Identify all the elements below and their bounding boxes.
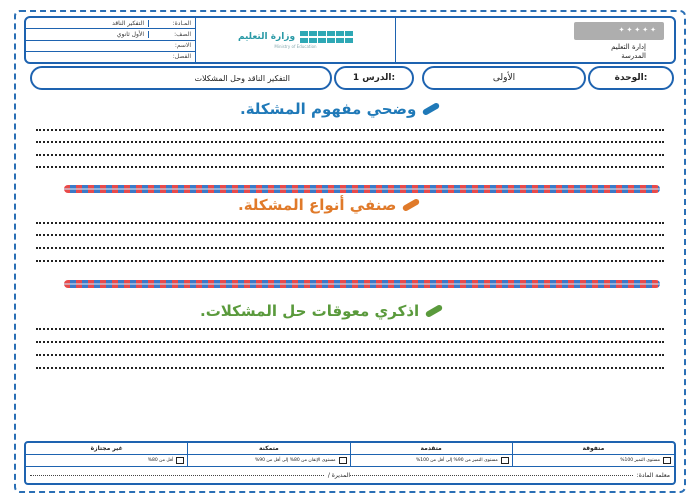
grade-row xyxy=(26,29,195,40)
level-outstanding: متفوقة xyxy=(512,443,674,454)
signature-row xyxy=(26,467,674,483)
name-label: الاسم: xyxy=(174,42,191,50)
lesson-title: التفكير الناقد وحل المشكلات xyxy=(30,66,332,90)
answer-line[interactable] xyxy=(36,354,664,356)
kingdom-area xyxy=(396,18,674,62)
admin-text xyxy=(611,43,646,61)
ministry-logo-area xyxy=(196,18,396,62)
answer-line[interactable] xyxy=(36,234,664,236)
question-2-text: صنفي أنواع المشكلة. xyxy=(238,196,397,214)
subject-label: المـادة: xyxy=(172,19,191,27)
level-proficient: متمكنة xyxy=(187,443,349,454)
rubric-option xyxy=(350,455,512,466)
level-descriptor: مستوى الإتقان من 80% إلى أقل من 90% xyxy=(254,458,336,463)
supervisor-signature-line[interactable] xyxy=(30,475,324,476)
answer-line[interactable] xyxy=(36,222,664,224)
ministry-logo xyxy=(238,31,353,43)
rubric-checks-row xyxy=(26,455,674,467)
ministry-subtitle: Ministry of Education xyxy=(274,44,317,49)
answer-line[interactable] xyxy=(36,367,664,369)
pencil-icon xyxy=(425,304,444,318)
rubric-option xyxy=(26,455,187,466)
name-row xyxy=(26,41,195,52)
answer-line[interactable] xyxy=(36,260,664,262)
level-checkbox[interactable] xyxy=(663,457,671,464)
answer-line[interactable] xyxy=(36,154,664,156)
assessment-rubric xyxy=(24,441,676,485)
unit-label: الوحدة: xyxy=(588,66,674,90)
level-checkbox[interactable] xyxy=(339,457,347,464)
lesson-label: الدرس 1: xyxy=(334,66,414,90)
level-advanced: متقدمة xyxy=(350,443,512,454)
question-3-text: اذكري معوقات حل المشكلات. xyxy=(200,302,420,320)
level-descriptor: مستوى التميز من 90% إلى أقل من 100% xyxy=(415,458,498,463)
subject-value: التفكير الناقد xyxy=(30,20,149,27)
class-row xyxy=(26,52,195,62)
pencil-icon xyxy=(422,102,441,116)
level-checkbox[interactable] xyxy=(176,457,184,464)
section-divider xyxy=(64,280,660,288)
pencil-icon xyxy=(402,198,421,212)
grade-label: الصف: xyxy=(174,30,191,38)
grade-value: الأول ثانوي xyxy=(30,31,149,38)
section-divider xyxy=(64,185,660,193)
education-admin-label: إدارة التعليم xyxy=(611,43,646,51)
answer-line[interactable] xyxy=(36,328,664,330)
question-3 xyxy=(200,302,443,320)
rubric-option xyxy=(512,455,674,466)
class-label: الفصل: xyxy=(172,53,191,61)
answer-line[interactable] xyxy=(36,141,664,143)
teacher-label: معلمة المادة: xyxy=(636,471,670,479)
level-descriptor: مستوى التميز 100% xyxy=(620,458,660,463)
question-2 xyxy=(238,196,420,214)
ministry-logo-icon xyxy=(299,31,353,43)
level-descriptor: أقل من 80% xyxy=(147,458,174,463)
question-1 xyxy=(240,100,440,118)
unit-value: الأولى xyxy=(422,66,586,90)
answer-line[interactable] xyxy=(36,341,664,343)
level-not-passed: غير مجتازة xyxy=(90,445,123,452)
school-label: المدرسة xyxy=(621,52,646,60)
rubric-levels-row xyxy=(26,443,674,455)
emblem-script-icon: ✦✦✦✦✦ xyxy=(618,26,658,34)
level-checkbox[interactable] xyxy=(501,457,509,464)
student-info-table xyxy=(26,18,196,62)
supervisor-signature xyxy=(30,472,350,479)
supervisor-label: المديرة / xyxy=(327,471,350,479)
teacher-signature xyxy=(350,472,670,479)
rubric-option xyxy=(187,455,349,466)
answer-line[interactable] xyxy=(36,247,664,249)
answer-line[interactable] xyxy=(36,166,664,168)
question-1-text: وضحي مفهوم المشكلة. xyxy=(240,100,417,118)
teacher-signature-line[interactable] xyxy=(350,475,633,476)
ministry-name: وزارة التعليم xyxy=(237,32,296,42)
subject-row xyxy=(26,18,195,29)
answer-line[interactable] xyxy=(36,129,664,131)
lesson-info-row xyxy=(26,66,676,92)
header-box xyxy=(24,16,676,64)
